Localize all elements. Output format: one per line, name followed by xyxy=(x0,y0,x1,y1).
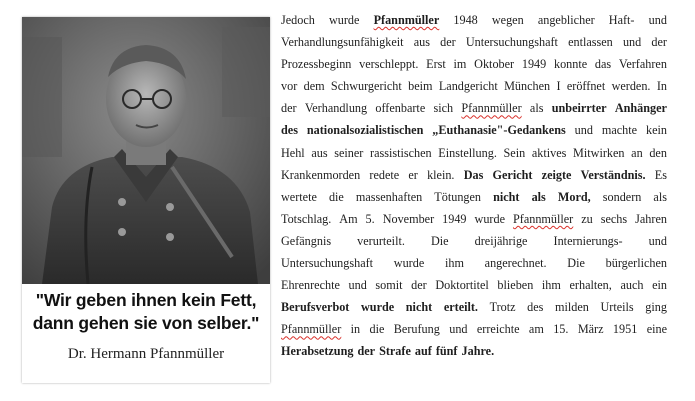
word: und xyxy=(648,233,667,248)
word: erhalten, xyxy=(569,278,612,293)
word: der xyxy=(281,101,297,116)
quote-line-1: "Wir geben ihnen kein Fett, xyxy=(35,290,257,310)
word: 1949 xyxy=(521,57,547,72)
word: Jahren xyxy=(635,211,667,226)
word: rassistischen xyxy=(370,145,432,160)
word: kein xyxy=(646,123,667,138)
word: vor xyxy=(281,79,298,94)
word: Trotz xyxy=(489,300,516,315)
text-line xyxy=(281,252,667,274)
word: auf xyxy=(414,344,432,359)
word: Prozessbeginn xyxy=(281,57,352,72)
word: 15. xyxy=(553,322,569,337)
word: und xyxy=(449,322,468,337)
word: Strafe xyxy=(379,344,411,359)
word: als xyxy=(529,101,544,116)
word: milden xyxy=(555,300,589,315)
word: erreichte xyxy=(476,322,520,337)
word: wurde xyxy=(474,211,505,226)
word: und xyxy=(622,35,642,50)
word: offenbarte xyxy=(375,101,426,116)
word: als xyxy=(531,189,546,204)
text-line xyxy=(281,274,667,296)
word: 1949 xyxy=(442,211,467,226)
word: und xyxy=(648,13,667,27)
word: Schwurgericht xyxy=(330,79,402,94)
word: München xyxy=(504,79,551,94)
word: Sein xyxy=(503,145,526,160)
word: Das xyxy=(463,167,484,182)
text-line xyxy=(281,31,667,53)
word: das xyxy=(594,57,612,72)
word: ein xyxy=(652,278,667,293)
word: Die xyxy=(567,256,585,271)
body-paragraph xyxy=(281,9,667,363)
text-line xyxy=(281,119,667,141)
word: sondern xyxy=(602,189,642,204)
word: wurde xyxy=(328,13,360,27)
word: 5. xyxy=(365,211,375,226)
text-line xyxy=(281,53,667,75)
word: der xyxy=(651,35,667,50)
word: Totschlag. xyxy=(281,211,332,226)
word: Pfannmüller xyxy=(512,211,574,226)
word: Haft- xyxy=(608,13,635,27)
text-line xyxy=(281,142,667,164)
text-line xyxy=(281,318,667,340)
word: zeigte xyxy=(541,167,572,182)
word: Pfannmüller xyxy=(373,13,440,27)
word: fünf xyxy=(435,344,458,359)
word: Urteils xyxy=(600,300,634,315)
word: als xyxy=(653,189,667,204)
word: bürgerlichen xyxy=(605,256,667,271)
word: seiner xyxy=(334,145,364,160)
word: wurde xyxy=(360,300,395,315)
word: Oktober xyxy=(474,57,515,72)
text-line xyxy=(281,164,667,186)
word: aus xyxy=(413,35,430,50)
word: Verständnis. xyxy=(580,167,646,182)
word: Pfannmüller xyxy=(281,322,342,337)
word: werden. xyxy=(611,79,651,94)
word: März xyxy=(577,322,604,337)
word: der xyxy=(411,278,427,293)
word: Mord, xyxy=(557,189,591,204)
word: unbeirrter xyxy=(551,101,607,116)
word: Untersuchungshaft xyxy=(281,256,374,271)
word: I xyxy=(556,79,561,94)
text-line xyxy=(281,186,667,208)
word: Untersuchungshaft xyxy=(465,35,558,50)
word: Anhänger xyxy=(614,101,667,116)
word: Berufung xyxy=(393,322,440,337)
word: sich xyxy=(433,101,454,116)
word: Pfannmüller xyxy=(461,101,522,116)
word: eine xyxy=(646,322,667,337)
word: Krankenmorden xyxy=(281,167,361,182)
word: die xyxy=(328,189,344,204)
text-line xyxy=(281,97,667,119)
word: erteilt. xyxy=(443,300,478,315)
word: er xyxy=(408,167,418,182)
word: ihm xyxy=(444,256,464,271)
word: Jahre. xyxy=(461,344,495,359)
word: in xyxy=(350,322,361,337)
portrait-photo xyxy=(22,17,270,284)
word: Verhandlungsunfähigkeit xyxy=(281,35,404,50)
word: wegen xyxy=(491,13,524,27)
word: massenhaften xyxy=(355,189,423,204)
word: die xyxy=(369,322,385,337)
word: und xyxy=(574,123,593,138)
word: Berufsverbot xyxy=(281,300,350,315)
quote-card xyxy=(22,17,270,383)
word: 1948 xyxy=(453,13,478,27)
word: der xyxy=(357,344,376,359)
word: Erst xyxy=(426,57,446,72)
word: der xyxy=(440,35,456,50)
quote-text xyxy=(22,289,270,335)
word: Hehl xyxy=(281,145,305,160)
word: angeblicher xyxy=(537,13,595,27)
word: Gefängnis xyxy=(281,233,332,248)
word: nicht xyxy=(493,189,520,204)
word: Die xyxy=(430,233,449,248)
word: somit xyxy=(375,278,403,293)
text-line xyxy=(281,9,667,31)
word: Verhandlung xyxy=(304,101,368,116)
word: In xyxy=(656,79,667,94)
word: Jedoch xyxy=(281,13,315,27)
text-line xyxy=(281,230,667,252)
word: klein. xyxy=(427,167,455,182)
word: November xyxy=(382,211,435,226)
word: angerechnet. xyxy=(484,256,547,271)
word: Gericht xyxy=(492,167,533,182)
word: Landgericht xyxy=(438,79,498,94)
word: machte xyxy=(601,123,638,138)
text-line xyxy=(281,208,667,230)
word: des xyxy=(281,123,298,138)
word: auch xyxy=(620,278,644,293)
word: entlassen xyxy=(568,35,613,50)
word: dreijährige xyxy=(474,233,528,248)
quote-author: Dr. Hermann Pfannmüller xyxy=(67,346,225,362)
quote-line-2: dann gehen sie von selber." xyxy=(32,313,260,333)
word: Tötungen xyxy=(434,189,482,204)
word: Verfahren xyxy=(618,57,667,72)
word: konnte xyxy=(553,57,588,72)
word: im xyxy=(453,57,467,72)
word: und xyxy=(348,278,367,293)
word: den xyxy=(649,145,667,160)
word: wurde xyxy=(393,256,425,271)
word: Mitwirken xyxy=(573,145,625,160)
word: zu xyxy=(581,211,593,226)
portrait-illustration xyxy=(22,17,270,284)
word: Doktortitel xyxy=(435,278,489,293)
word: am xyxy=(528,322,544,337)
word: Es xyxy=(654,167,667,182)
word: blieben xyxy=(497,278,534,293)
word: Einstellung. xyxy=(438,145,497,160)
word: beim xyxy=(408,79,433,94)
word: ihm xyxy=(541,278,561,293)
word: nicht xyxy=(405,300,433,315)
word: ging xyxy=(645,300,667,315)
text-line xyxy=(281,340,667,362)
word: redete xyxy=(369,167,400,182)
word: aus xyxy=(311,145,328,160)
word: verschleppt. xyxy=(359,57,419,72)
word: des xyxy=(527,300,544,315)
word: an xyxy=(631,145,643,160)
word: Herabsetzung xyxy=(281,344,354,359)
word: Am xyxy=(339,211,358,226)
text-line xyxy=(281,75,667,97)
word: 1951 xyxy=(612,322,638,337)
word: wertete xyxy=(281,189,317,204)
word: dem xyxy=(303,79,325,94)
text-line xyxy=(281,296,667,318)
word: aktives xyxy=(531,145,567,160)
word: sechs xyxy=(600,211,628,226)
word: Ehrenrechte xyxy=(281,278,340,293)
word: Internierungs- xyxy=(553,233,623,248)
word: nationalsozialistischen xyxy=(306,123,424,138)
word: eröffnet xyxy=(566,79,606,94)
word: „Euthanasie"-Gedankens xyxy=(432,123,566,138)
word: verurteilt. xyxy=(357,233,405,248)
